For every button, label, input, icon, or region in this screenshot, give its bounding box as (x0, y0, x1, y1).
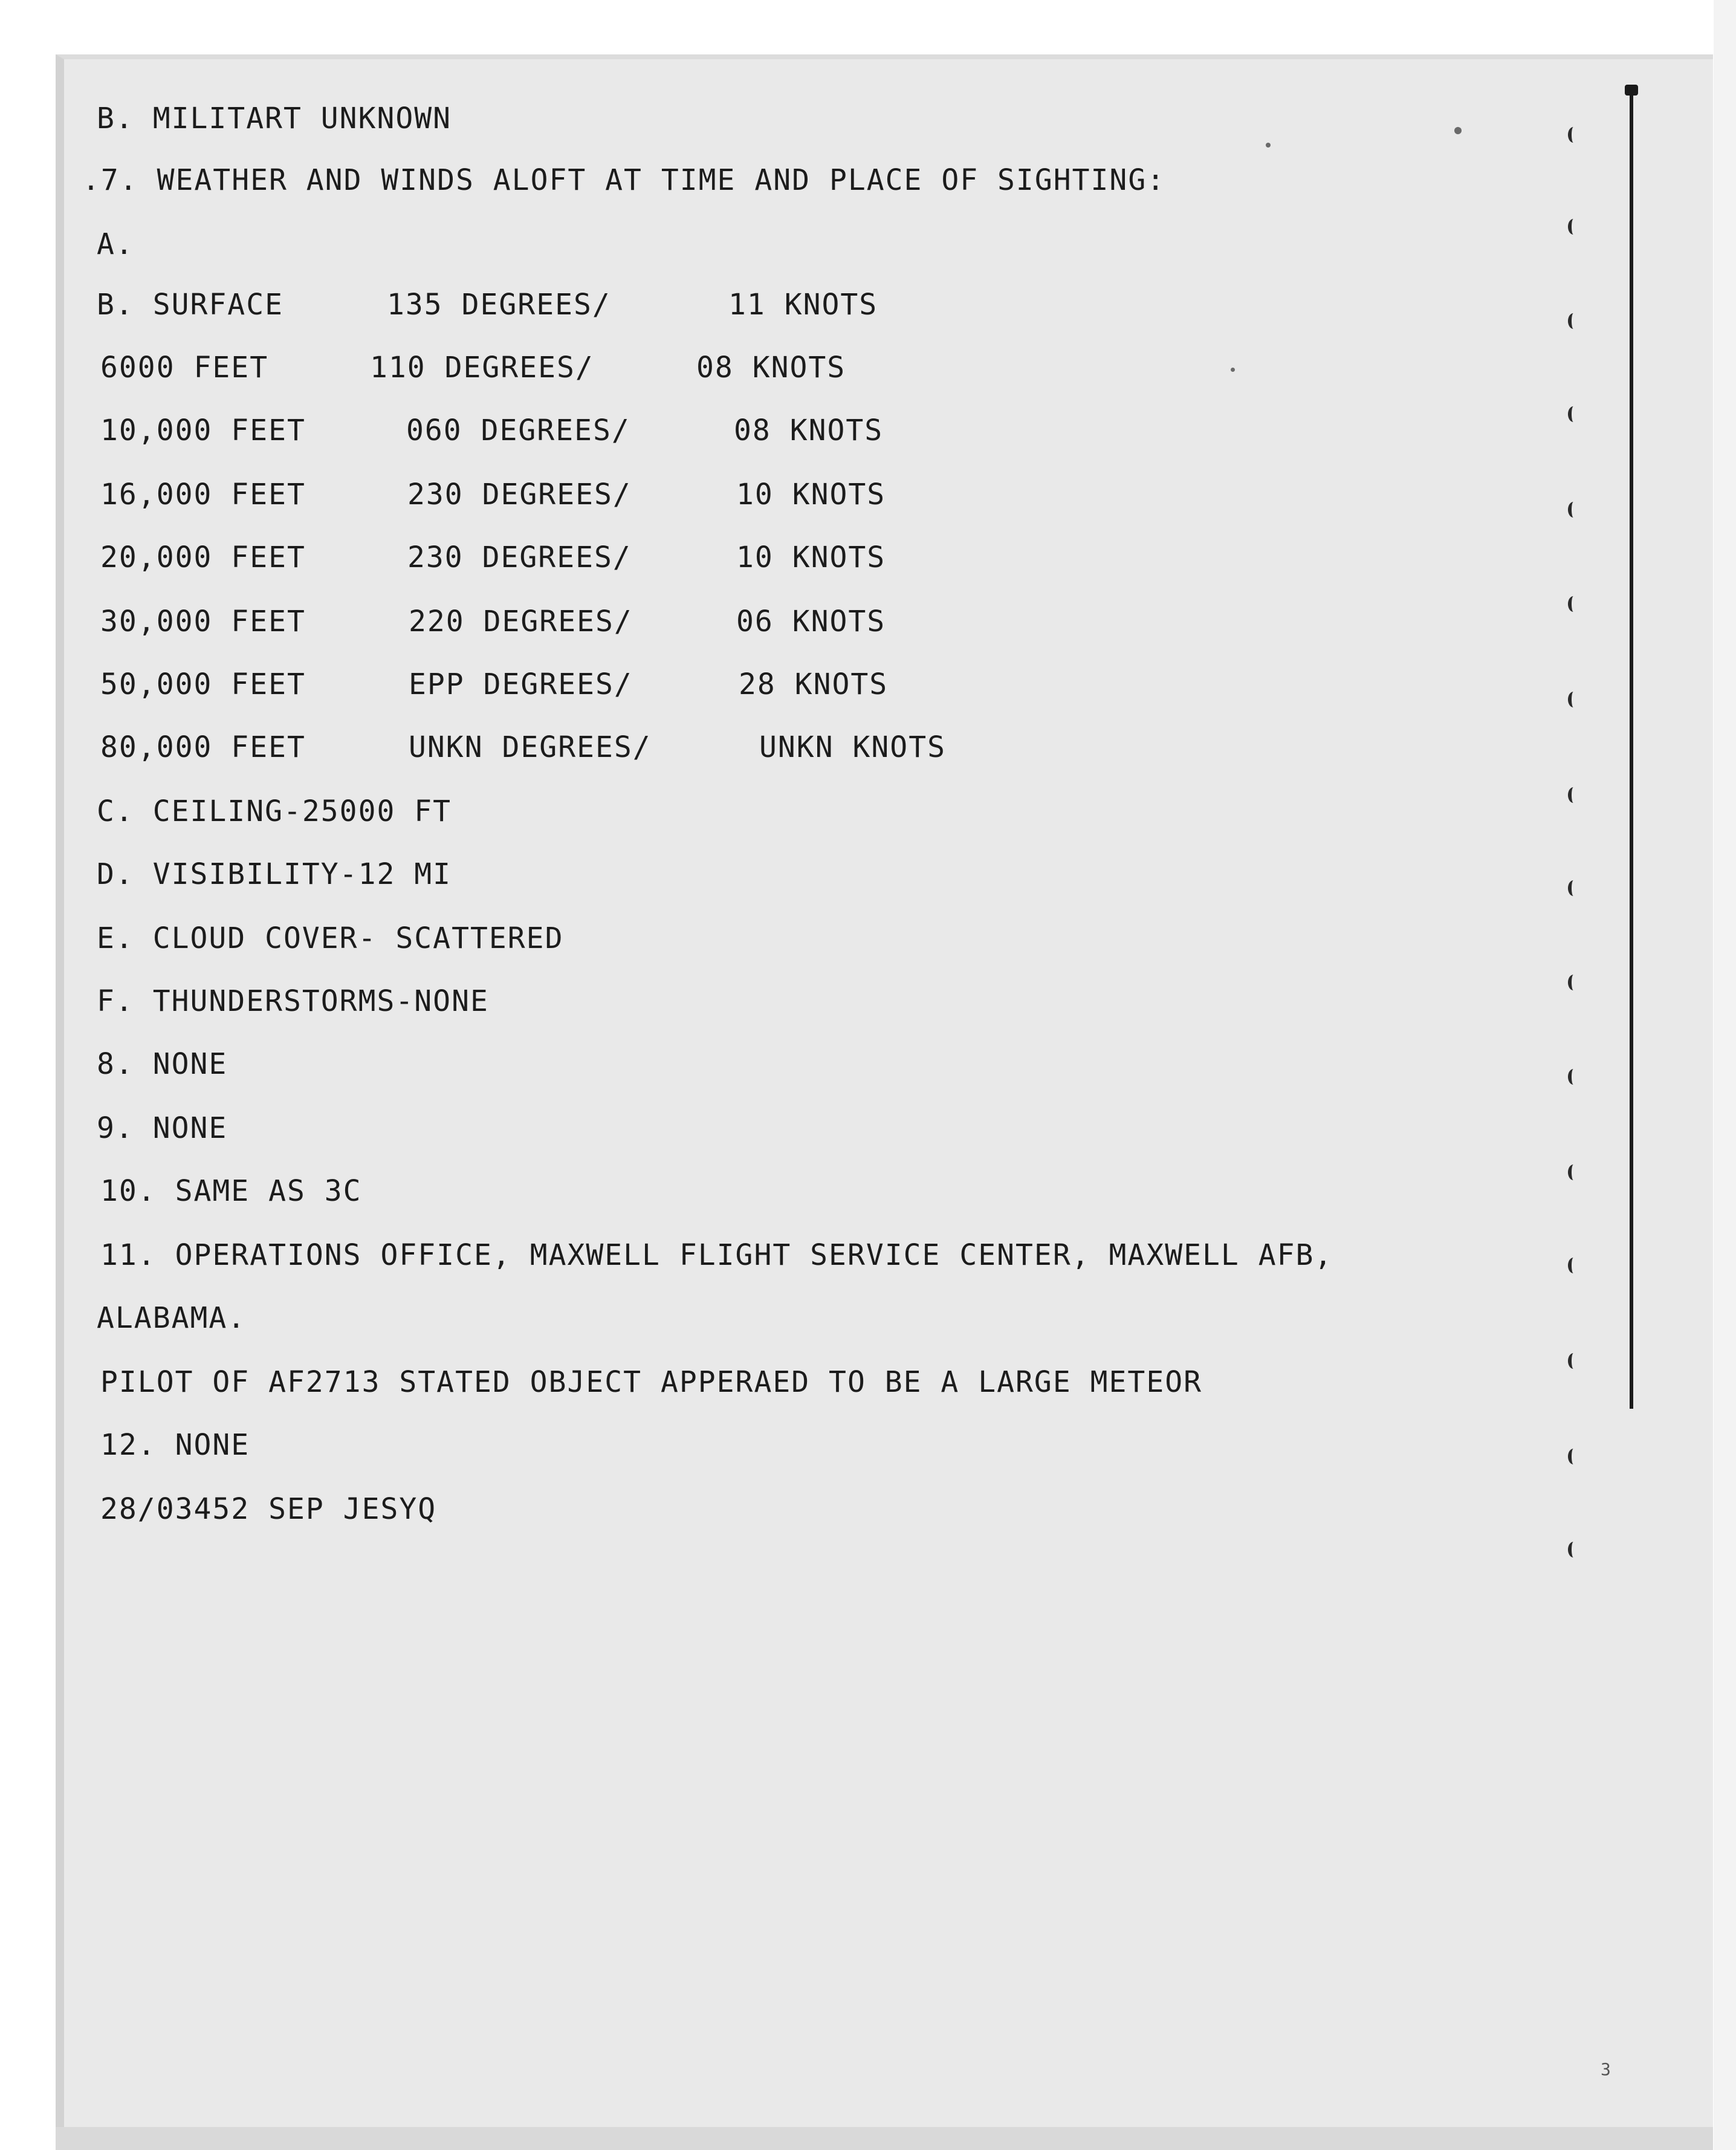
wind-speed: 08 KNOTS (734, 414, 884, 447)
feed-hole-mark (1568, 692, 1579, 707)
line-item-11-cont: ALABAMA. (97, 1301, 247, 1335)
wind-altitude: 6000 FEET (100, 351, 269, 385)
scan-border-right (1714, 0, 1736, 2150)
feed-hole-mark (1568, 219, 1579, 235)
wind-speed: 28 KNOTS (739, 667, 889, 701)
feed-hole-mark (1568, 1353, 1579, 1369)
feed-hole-mark (1568, 596, 1579, 612)
teletype-margin-rule (1630, 91, 1633, 1409)
ink-speck (1454, 127, 1462, 134)
wind-altitude: 16,000 FEET (100, 478, 306, 512)
wind-direction: 230 DEGREES/ (407, 478, 632, 512)
wind-altitude: 20,000 FEET (100, 541, 306, 574)
line-item-9: 9. NONE (97, 1111, 228, 1145)
feed-hole-mark (1568, 127, 1579, 143)
ink-speck (1231, 368, 1235, 372)
scan-border-bottom (56, 2127, 1713, 2150)
line-weather-heading: .7. WEATHER AND WINDS ALOFT AT TIME AND PLACE OF SIGHTING: (82, 163, 1166, 197)
wind-altitude: 30,000 FEET (100, 605, 306, 638)
line-item-8: 8. NONE (97, 1047, 228, 1081)
feed-hole-mark (1568, 1542, 1579, 1557)
line-a: A. (97, 227, 134, 261)
wind-speed: 06 KNOTS (736, 605, 886, 638)
feed-hole-mark (1568, 1449, 1579, 1464)
wind-direction: 220 DEGREES/ (409, 605, 633, 638)
feed-hole-mark (1568, 502, 1579, 518)
line-item-12: 12. NONE (100, 1428, 250, 1462)
wind-speed: 11 KNOTS (728, 288, 878, 322)
feed-hole-mark (1568, 1164, 1579, 1180)
ink-speck (1266, 143, 1271, 148)
line-visibility: D. VISIBILITY-12 MI (97, 857, 452, 891)
feed-hole-mark (1568, 880, 1579, 896)
feed-hole-mark (1568, 975, 1579, 990)
wind-direction: 135 DEGREES/ (387, 288, 611, 322)
line-thunderstorms: F. THUNDERSTORMS-NONE (97, 984, 489, 1018)
wind-direction: 060 DEGREES/ (406, 414, 630, 447)
line-pilot-statement: PILOT OF AF2713 STATED OBJECT APPERAED TO BE A LARGE METEOR (100, 1365, 1203, 1399)
wind-direction: EPP DEGREES/ (409, 667, 633, 701)
wind-speed: 08 KNOTS (696, 351, 846, 385)
line-military-unknown: B. MILITART UNKNOWN (97, 102, 452, 135)
wind-speed: 10 KNOTS (736, 541, 886, 574)
wind-direction: 230 DEGREES/ (407, 541, 632, 574)
wind-speed: UNKN KNOTS (759, 730, 946, 764)
document-page (56, 54, 1713, 2134)
wind-altitude: 50,000 FEET (100, 667, 306, 701)
page-number: 3 (1601, 2059, 1611, 2079)
feed-hole-mark (1568, 1258, 1579, 1273)
wind-altitude: B. SURFACE (97, 288, 283, 322)
line-item-10: 10. SAME AS 3C (100, 1174, 362, 1208)
line-ceiling: C. CEILING-25000 FT (97, 794, 452, 828)
feed-hole-mark (1568, 406, 1579, 422)
wind-direction: 110 DEGREES/ (370, 351, 594, 385)
line-item-11: 11. OPERATIONS OFFICE, MAXWELL FLIGHT SERVICE CENTER, MAXWELL AFB, (100, 1238, 1333, 1272)
feed-hole-mark (1568, 787, 1579, 803)
wind-direction: UNKN DEGREES/ (409, 730, 652, 764)
wind-speed: 10 KNOTS (736, 478, 886, 512)
feed-hole-mark (1568, 1069, 1579, 1085)
line-cloud-cover: E. CLOUD COVER- SCATTERED (97, 921, 564, 955)
wind-altitude: 80,000 FEET (100, 730, 306, 764)
line-date-time-group: 28/03452 SEP JESYQ (100, 1492, 437, 1526)
feed-hole-mark (1568, 313, 1579, 329)
wind-altitude: 10,000 FEET (100, 414, 306, 447)
